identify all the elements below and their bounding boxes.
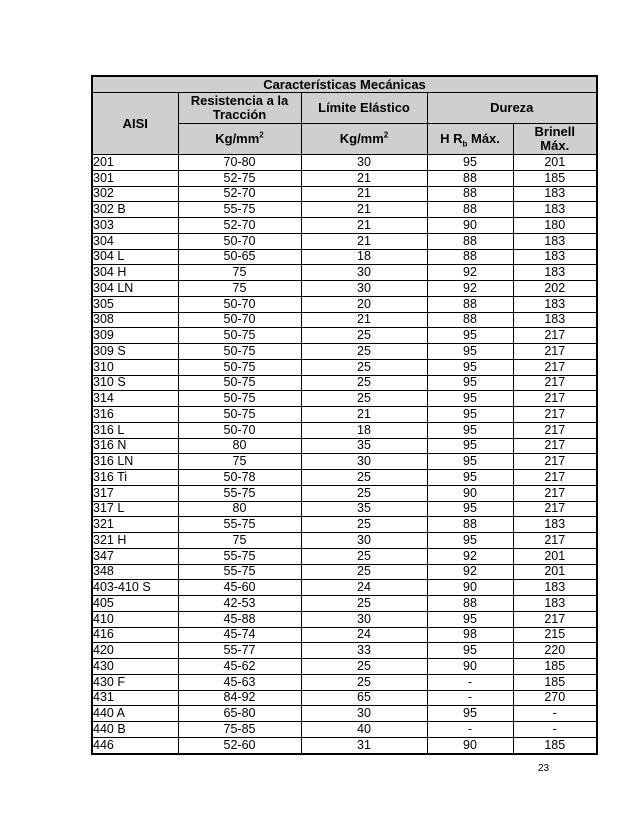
cell-brinell: 217 [513, 375, 597, 391]
cell-elastico: 25 [301, 659, 427, 675]
cell-brinell: 217 [513, 359, 597, 375]
cell-aisi: 316 [92, 407, 178, 423]
cell-elastico: 25 [301, 359, 427, 375]
cell-elastico: 24 [301, 580, 427, 596]
cell-traccion: 50-75 [178, 328, 301, 344]
cell-brinell: 201 [513, 155, 597, 171]
cell-hrb: 95 [427, 454, 513, 470]
table-row [92, 485, 597, 501]
table-row [92, 391, 597, 407]
cell-traccion: 50-75 [178, 391, 301, 407]
cell-brinell: 217 [513, 422, 597, 438]
cell-traccion: 45-63 [178, 674, 301, 690]
cell-brinell: 217 [513, 328, 597, 344]
cell-hrb: 95 [427, 470, 513, 486]
cell-elastico: 21 [301, 202, 427, 218]
cell-brinell: 183 [513, 186, 597, 202]
cell-aisi: 316 Ti [92, 470, 178, 486]
cell-aisi: 314 [92, 391, 178, 407]
table-body [92, 155, 597, 754]
cell-aisi: 405 [92, 596, 178, 612]
cell-elastico: 21 [301, 170, 427, 186]
cell-traccion: 65-80 [178, 706, 301, 722]
cell-hrb: 92 [427, 265, 513, 281]
table-row [92, 548, 597, 564]
table-row [92, 281, 597, 297]
unit-label: Kg/mm [215, 131, 260, 146]
cell-hrb: 88 [427, 186, 513, 202]
cell-traccion: 75 [178, 281, 301, 297]
cell-hrb: - [427, 674, 513, 690]
cell-hrb: 88 [427, 312, 513, 328]
cell-traccion: 80 [178, 438, 301, 454]
cell-hrb: 90 [427, 485, 513, 501]
brinell-max-label: Máx. [540, 138, 570, 153]
cell-traccion: 55-75 [178, 202, 301, 218]
hrb-label: H R [440, 131, 463, 146]
cell-brinell: 217 [513, 485, 597, 501]
cell-brinell: 217 [513, 391, 597, 407]
cell-hrb: 88 [427, 202, 513, 218]
cell-traccion: 55-75 [178, 564, 301, 580]
cell-hrb: 95 [427, 611, 513, 627]
cell-elastico: 25 [301, 564, 427, 580]
cell-brinell: 183 [513, 517, 597, 533]
header-elastico: Límite Elástico [301, 93, 427, 124]
cell-aisi: 403-410 S [92, 580, 178, 596]
cell-elastico: 65 [301, 690, 427, 706]
cell-traccion: 80 [178, 501, 301, 517]
cell-brinell: 183 [513, 265, 597, 281]
table-row [92, 596, 597, 612]
cell-hrb: 88 [427, 249, 513, 265]
cell-aisi: 304 LN [92, 281, 178, 297]
cell-elastico: 30 [301, 281, 427, 297]
cell-aisi: 310 [92, 359, 178, 375]
cell-elastico: 21 [301, 312, 427, 328]
table-row [92, 202, 597, 218]
cell-brinell: - [513, 722, 597, 738]
cell-brinell: 217 [513, 611, 597, 627]
cell-aisi: 347 [92, 548, 178, 564]
table-row [92, 296, 597, 312]
cell-aisi: 309 S [92, 344, 178, 360]
table-row [92, 533, 597, 549]
table-row [92, 249, 597, 265]
cell-hrb: 90 [427, 580, 513, 596]
cell-elastico: 35 [301, 438, 427, 454]
cell-aisi: 430 F [92, 674, 178, 690]
unit-superscript: 2 [259, 130, 264, 140]
cell-elastico: 25 [301, 344, 427, 360]
cell-elastico: 25 [301, 470, 427, 486]
cell-brinell: 201 [513, 564, 597, 580]
cell-traccion: 55-75 [178, 485, 301, 501]
cell-hrb: 92 [427, 564, 513, 580]
cell-elastico: 30 [301, 706, 427, 722]
cell-aisi: 317 [92, 485, 178, 501]
cell-traccion: 75-85 [178, 722, 301, 738]
cell-brinell: 220 [513, 643, 597, 659]
cell-brinell: 217 [513, 470, 597, 486]
unit-superscript: 2 [383, 130, 389, 140]
cell-elastico: 21 [301, 186, 427, 202]
cell-elastico: 30 [301, 454, 427, 470]
cell-aisi: 420 [92, 643, 178, 659]
cell-aisi: 308 [92, 312, 178, 328]
cell-hrb: 88 [427, 596, 513, 612]
cell-brinell: 217 [513, 438, 597, 454]
cell-brinell: 202 [513, 281, 597, 297]
hrb-subscript: b [462, 139, 468, 149]
cell-elastico: 25 [301, 375, 427, 391]
cell-elastico: 25 [301, 517, 427, 533]
table-row [92, 344, 597, 360]
table-row [92, 470, 597, 486]
cell-brinell: 180 [513, 218, 597, 234]
cell-elastico: 25 [301, 548, 427, 564]
hrb-max-label: Máx. [467, 131, 500, 146]
cell-elastico: 20 [301, 296, 427, 312]
cell-aisi: 304 [92, 233, 178, 249]
cell-elastico: 21 [301, 218, 427, 234]
cell-traccion: 42-53 [178, 596, 301, 612]
table-row [92, 690, 597, 706]
cell-aisi: 416 [92, 627, 178, 643]
cell-traccion: 52-70 [178, 218, 301, 234]
table-title: Características Mecánicas [92, 76, 597, 93]
cell-hrb: 95 [427, 643, 513, 659]
cell-hrb: 88 [427, 233, 513, 249]
cell-brinell: 270 [513, 690, 597, 706]
cell-aisi: 440 B [92, 722, 178, 738]
table-row [92, 170, 597, 186]
cell-traccion: 45-88 [178, 611, 301, 627]
cell-hrb: 92 [427, 281, 513, 297]
cell-aisi: 304 H [92, 265, 178, 281]
cell-elastico: 21 [301, 233, 427, 249]
table-row [92, 580, 597, 596]
cell-traccion: 52-60 [178, 737, 301, 753]
cell-aisi: 301 [92, 170, 178, 186]
cell-traccion: 50-78 [178, 470, 301, 486]
cell-aisi: 316 N [92, 438, 178, 454]
cell-elastico: 25 [301, 674, 427, 690]
table-row [92, 359, 597, 375]
table-row [92, 706, 597, 722]
cell-hrb: 98 [427, 627, 513, 643]
table-row [92, 438, 597, 454]
cell-brinell: 183 [513, 296, 597, 312]
cell-traccion: 50-70 [178, 312, 301, 328]
cell-hrb: 92 [427, 548, 513, 564]
table-row [92, 501, 597, 517]
cell-hrb: 95 [427, 328, 513, 344]
cell-aisi: 302 [92, 186, 178, 202]
cell-traccion: 55-75 [178, 517, 301, 533]
cell-elastico: 35 [301, 501, 427, 517]
table-row [92, 265, 597, 281]
cell-aisi: 430 [92, 659, 178, 675]
cell-traccion: 50-75 [178, 375, 301, 391]
cell-traccion: 50-70 [178, 296, 301, 312]
header-brinell [513, 124, 597, 155]
cell-aisi: 201 [92, 155, 178, 171]
cell-brinell: 215 [513, 627, 597, 643]
cell-brinell: 183 [513, 596, 597, 612]
table-row [92, 517, 597, 533]
cell-elastico: 40 [301, 722, 427, 738]
header-hrb [427, 124, 513, 155]
cell-elastico: 21 [301, 407, 427, 423]
cell-elastico: 18 [301, 422, 427, 438]
cell-brinell: 183 [513, 202, 597, 218]
cell-elastico: 30 [301, 265, 427, 281]
cell-traccion: 75 [178, 454, 301, 470]
table-row [92, 407, 597, 423]
cell-aisi: 321 H [92, 533, 178, 549]
table-row [92, 674, 597, 690]
cell-elastico: 25 [301, 596, 427, 612]
cell-brinell: 183 [513, 580, 597, 596]
cell-elastico: 24 [301, 627, 427, 643]
cell-traccion: 55-77 [178, 643, 301, 659]
cell-brinell: - [513, 706, 597, 722]
header-traccion-unit [178, 124, 301, 155]
cell-brinell: 185 [513, 674, 597, 690]
cell-hrb: 90 [427, 659, 513, 675]
cell-brinell: 217 [513, 344, 597, 360]
cell-traccion: 50-70 [178, 233, 301, 249]
header-dureza: Dureza [427, 93, 597, 124]
table-row [92, 643, 597, 659]
table-row [92, 328, 597, 344]
cell-aisi: 316 L [92, 422, 178, 438]
table-row [92, 564, 597, 580]
header-elastico-unit [301, 124, 427, 155]
cell-hrb: 88 [427, 517, 513, 533]
cell-traccion: 52-70 [178, 186, 301, 202]
table-row [92, 737, 597, 753]
cell-elastico: 18 [301, 249, 427, 265]
cell-traccion: 84-92 [178, 690, 301, 706]
header-aisi: AISI [92, 93, 178, 155]
cell-elastico: 30 [301, 155, 427, 171]
cell-brinell: 183 [513, 249, 597, 265]
cell-elastico: 30 [301, 533, 427, 549]
cell-aisi: 348 [92, 564, 178, 580]
cell-traccion: 55-75 [178, 548, 301, 564]
cell-hrb: 90 [427, 737, 513, 753]
cell-aisi: 321 [92, 517, 178, 533]
cell-aisi: 303 [92, 218, 178, 234]
cell-brinell: 217 [513, 533, 597, 549]
cell-hrb: 95 [427, 375, 513, 391]
cell-brinell: 217 [513, 501, 597, 517]
table-row [92, 233, 597, 249]
cell-elastico: 31 [301, 737, 427, 753]
cell-hrb: 95 [427, 344, 513, 360]
cell-aisi: 440 A [92, 706, 178, 722]
cell-traccion: 52-75 [178, 170, 301, 186]
table-row [92, 218, 597, 234]
page-number: 23 [538, 763, 550, 774]
cell-brinell: 183 [513, 233, 597, 249]
cell-traccion: 45-74 [178, 627, 301, 643]
cell-traccion: 75 [178, 265, 301, 281]
cell-aisi: 410 [92, 611, 178, 627]
cell-traccion: 50-65 [178, 249, 301, 265]
cell-brinell: 217 [513, 454, 597, 470]
cell-aisi: 316 LN [92, 454, 178, 470]
table-row [92, 155, 597, 171]
cell-hrb: 95 [427, 422, 513, 438]
cell-aisi: 446 [92, 737, 178, 753]
table-row [92, 659, 597, 675]
table-row [92, 454, 597, 470]
cell-elastico: 25 [301, 485, 427, 501]
cell-brinell: 217 [513, 407, 597, 423]
cell-elastico: 30 [301, 611, 427, 627]
mechanical-properties-table [91, 75, 598, 755]
unit-label: Kg/mm [339, 131, 384, 146]
table-row [92, 627, 597, 643]
cell-hrb: 95 [427, 391, 513, 407]
cell-hrb: 95 [427, 438, 513, 454]
cell-brinell: 185 [513, 170, 597, 186]
brinell-label: Brinell [534, 124, 575, 139]
cell-hrb: 88 [427, 296, 513, 312]
cell-aisi: 302 B [92, 202, 178, 218]
table-row [92, 312, 597, 328]
cell-traccion: 70-80 [178, 155, 301, 171]
cell-aisi: 317 L [92, 501, 178, 517]
cell-hrb: - [427, 722, 513, 738]
cell-brinell: 185 [513, 737, 597, 753]
cell-traccion: 50-75 [178, 344, 301, 360]
cell-aisi: 309 [92, 328, 178, 344]
cell-hrb: 95 [427, 501, 513, 517]
cell-aisi: 310 S [92, 375, 178, 391]
cell-brinell: 201 [513, 548, 597, 564]
cell-traccion: 50-70 [178, 422, 301, 438]
cell-hrb: 95 [427, 533, 513, 549]
header-traccion: Resistencia a la Tracción [178, 93, 301, 124]
cell-brinell: 185 [513, 659, 597, 675]
cell-hrb: 95 [427, 407, 513, 423]
cell-elastico: 25 [301, 391, 427, 407]
cell-hrb: 90 [427, 218, 513, 234]
cell-traccion: 75 [178, 533, 301, 549]
cell-traccion: 50-75 [178, 359, 301, 375]
cell-hrb: 95 [427, 359, 513, 375]
cell-hrb: - [427, 690, 513, 706]
cell-aisi: 305 [92, 296, 178, 312]
cell-hrb: 88 [427, 170, 513, 186]
cell-aisi: 304 L [92, 249, 178, 265]
cell-traccion: 45-60 [178, 580, 301, 596]
cell-hrb: 95 [427, 155, 513, 171]
table-row [92, 422, 597, 438]
cell-elastico: 33 [301, 643, 427, 659]
table-row [92, 186, 597, 202]
table-row [92, 611, 597, 627]
cell-hrb: 95 [427, 706, 513, 722]
cell-traccion: 45-62 [178, 659, 301, 675]
table-row [92, 375, 597, 391]
table-row [92, 722, 597, 738]
cell-brinell: 183 [513, 312, 597, 328]
cell-aisi: 431 [92, 690, 178, 706]
cell-traccion: 50-75 [178, 407, 301, 423]
cell-elastico: 25 [301, 328, 427, 344]
